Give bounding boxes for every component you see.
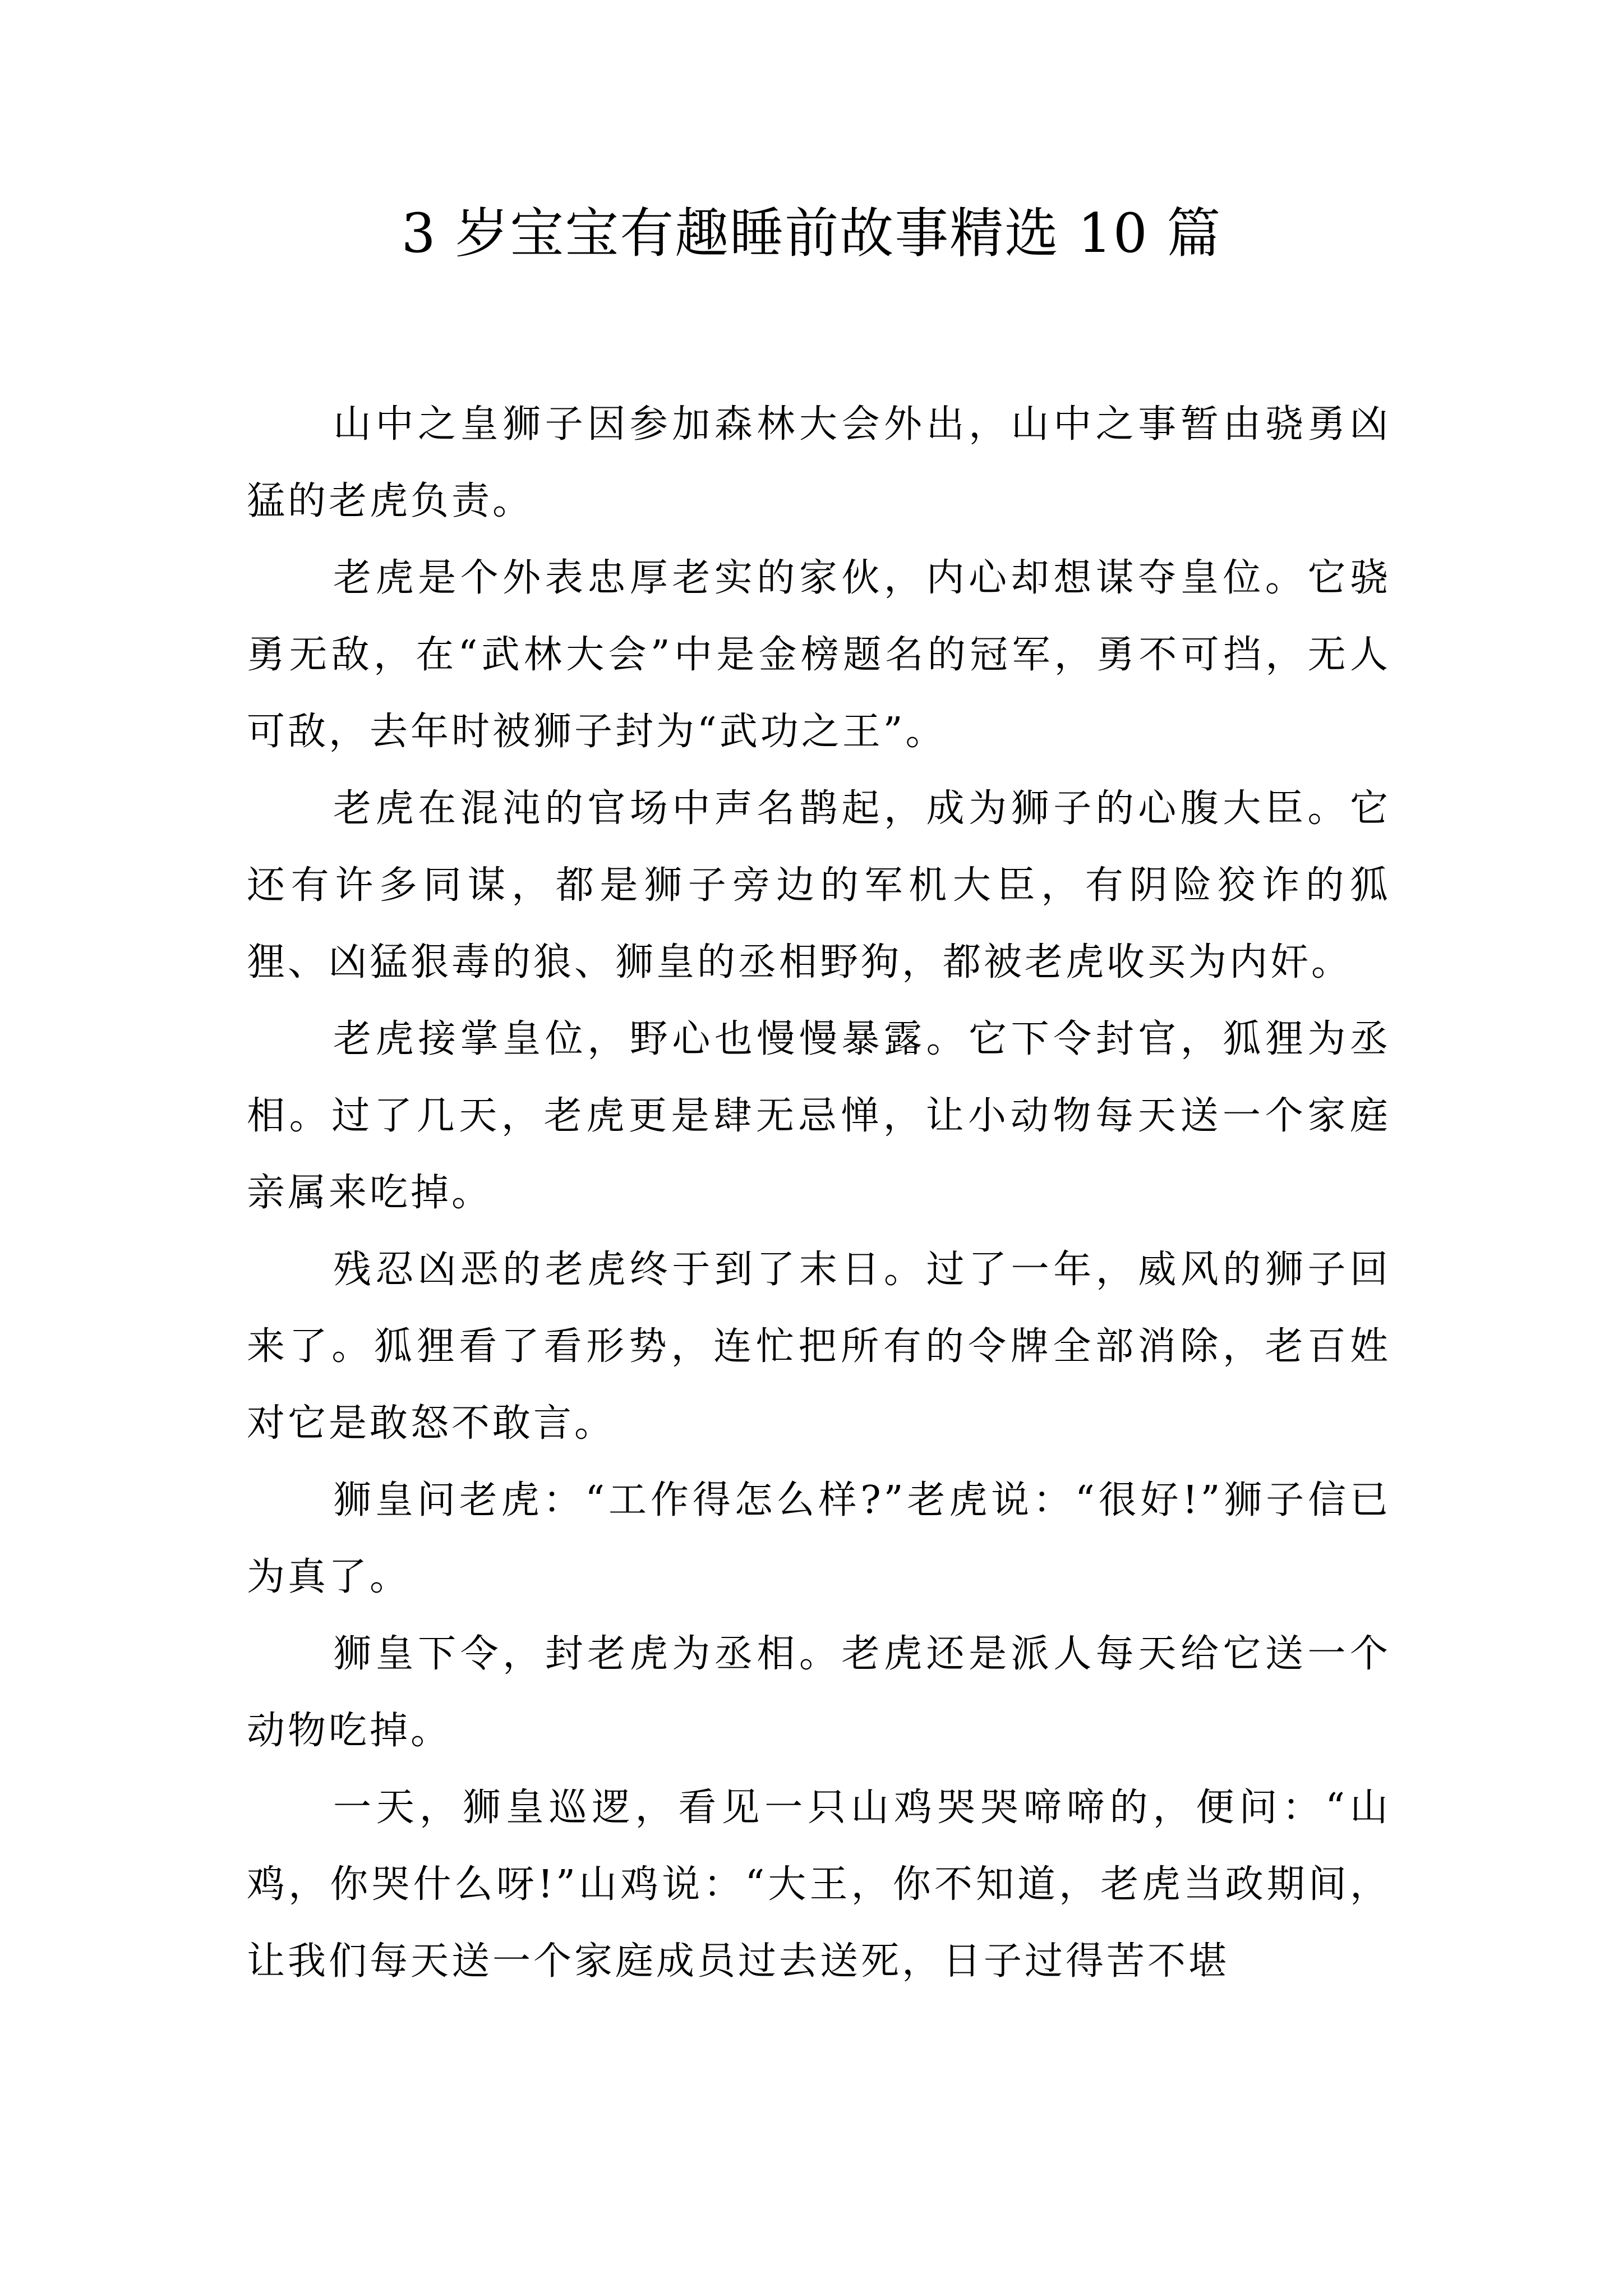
paragraph: 残忍凶恶的老虎终于到了末日。过了一年，威风的狮子回来了。狐狸看了看形势，连忙把所有的令牌全部消除，老百姓对它是敢怒不敢言。 bbox=[247, 1248, 1391, 1446]
document-body bbox=[247, 386, 1391, 2000]
paragraph: 一天，狮皇巡逻，看见一只山鸡哭哭啼啼的，便问：“山鸡，你哭什么呀!”山鸡说：“大王，你不知道，老虎当政期间，让我们每天送一个家庭成员过去送死，日子过得苦不堪 bbox=[247, 1786, 1391, 1984]
paragraph: 狮皇问老虎：“工作得怎么样?”老虎说：“很好!”狮子信已为真了。 bbox=[247, 1478, 1391, 1599]
paragraph: 老虎在混沌的官场中声名鹊起，成为狮子的心腹大臣。它还有许多同谋，都是狮子旁边的军机大臣，有阴险狡诈的狐狸、凶猛狠毒的狼、狮皇的丞相野狗，都被老虎收买为内奸。 bbox=[247, 786, 1391, 984]
paragraph: 山中之皇狮子因参加森林大会外出，山中之事暂由骁勇凶猛的老虎负责。 bbox=[247, 402, 1391, 523]
document-title: 3 岁宝宝有趣睡前故事精选 10 篇 bbox=[401, 202, 1222, 265]
paragraph: 狮皇下令，封老虎为丞相。老虎还是派人每天给它送一个动物吃掉。 bbox=[247, 1632, 1391, 1753]
paragraph: 老虎接掌皇位，野心也慢慢暴露。它下令封官，狐狸为丞相。过了几天，老虎更是肆无忌惮，让小动物每天送一个家庭亲属来吃掉。 bbox=[247, 1017, 1391, 1215]
paragraph: 老虎是个外表忠厚老实的家伙，内心却想谋夺皇位。它骁勇无敌，在“武林大会”中是金榜题名的冠军，勇不可挡，无人可敌，去年时被狮子封为“武功之王”。 bbox=[247, 556, 1391, 754]
